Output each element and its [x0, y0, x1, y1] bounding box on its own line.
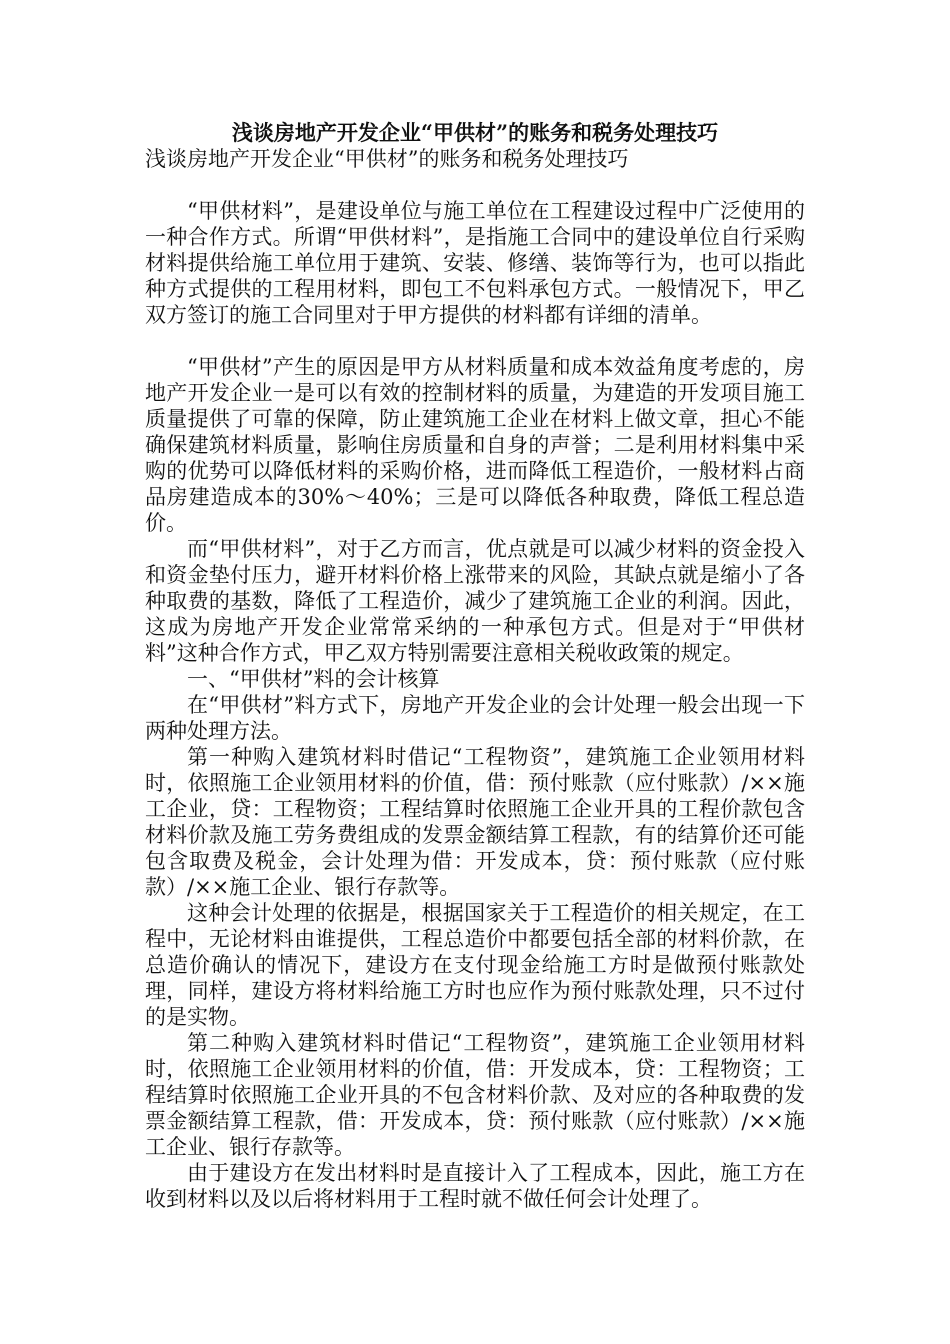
paragraph-5: 第一种购入建筑材料时借记“工程物资”，建筑施工企业领用材料时，依照施工企业领用材料的价值，借：预付账款（应付账款）/××施工企业，贷：工程物资；工程结算时依照施工企业开具的工程价款包含材料价款及施工劳务费组成的发票金额结算工程款，有的结算价还可能包含取费及税金，会计处理为借：开发成本，贷：预付账款（应付账款）/××施工企业、银行存款等。 [145, 745, 805, 899]
document-subtitle: 浅谈房地产开发企业“甲供材”的账务和税务处理技巧 [145, 147, 629, 171]
paragraph-8: 由于建设方在发出材料时是直接计入了工程成本，因此，施工方在收到材料以及以后将材料用于工程时就不做任何会计处理了。 [145, 1161, 805, 1211]
paragraph-2: “甲供材”产生的原因是甲方从材料质量和成本效益角度考虑的，房地产开发企业一是可以有效的控制材料的质量，为建造的开发项目施工质量提供了可靠的保障，防止建筑施工企业在材料上做文章，担心不能确保建筑材料质量，影响住房质量和自身的声誉；二是利用材料集中采购的优势可以降低材料的采购价格，进而降低工程造价，一般材料占商品房建造成本的30%～40%；三是可以降低各种取费，降低工程总造价。 [145, 355, 805, 535]
paragraph-3: 而“甲供材料”，对于乙方而言，优点就是可以减少材料的资金投入和资金垫付压力，避开材料价格上涨带来的风险，其缺点就是缩小了各种取费的基数，降低了工程造价，减少了建筑施工企业的利润。因此，这成为房地产开发企业常常采纳的一种承包方式。但是对于“甲供材料”这种合作方式，甲乙双方特别需要注意相关税收政策的规定。 [145, 537, 805, 665]
paragraph-1: “甲供材料”，是建设单位与施工单位在工程建设过程中广泛使用的一种合作方式。所谓“甲供材料”，是指施工合同中的建设单位自行采购材料提供给施工单位用于建筑、安装、修缮、装饰等行为，也可以指此种方式提供的工程用材料，即包工不包料承包方式。一般情况下，甲乙双方签订的施工合同里对于甲方提供的材料都有详细的清单。 [145, 199, 805, 327]
document-title: 浅谈房地产开发企业“甲供材”的账务和税务处理技巧 [231, 120, 719, 145]
paragraph-7: 第二种购入建筑材料时借记“工程物资”，建筑施工企业领用材料时，依照施工企业领用材料的价值，借：开发成本，贷：工程物资；工程结算时依照施工企业开具的不包含材料价款、及对应的各种取费的发票金额结算工程款，借：开发成本，贷：预付账款（应付账款）/××施工企业、银行存款等。 [145, 1031, 805, 1159]
spacer [145, 172, 805, 198]
paragraph-6: 这种会计处理的依据是，根据国家关于工程造价的相关规定，在工程中，无论材料由谁提供，工程总造价中都要包括全部的材料价款，在总造价确认的情况下，建设方在支付现金给施工方时是做预付账款处理，同样，建设方将材料给施工方时也应作为预付账款处理，只不过付的是实物。 [145, 901, 805, 1029]
spacer [145, 328, 805, 354]
document-page [145, 120, 805, 1212]
section-heading-1: 一、“甲供材”料的会计核算 [187, 667, 440, 691]
paragraph-4: 在“甲供材”料方式下，房地产开发企业的会计处理一般会出现一下两种处理方法。 [145, 693, 805, 743]
